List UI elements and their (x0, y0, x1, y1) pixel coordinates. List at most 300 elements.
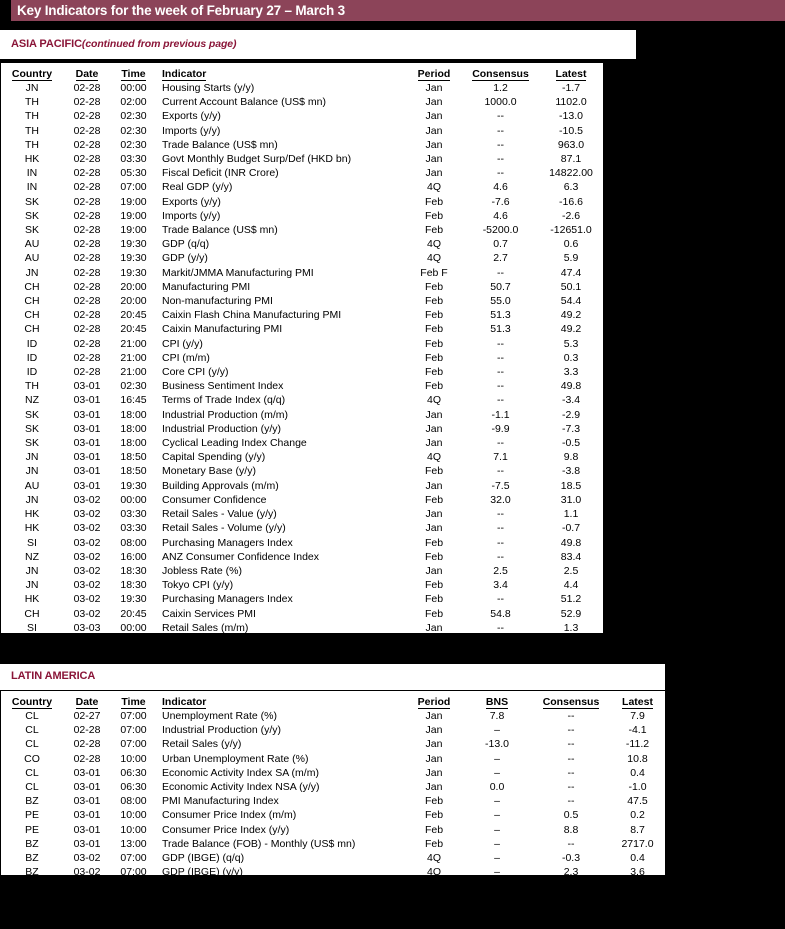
cell-country: AU (24, 238, 40, 251)
cell-country: SI (27, 635, 37, 648)
table-row (1, 251, 603, 265)
cell-date: 02-28 (73, 96, 101, 109)
cell-latest: -10.5 (559, 124, 583, 137)
cell-country: JN (25, 564, 39, 577)
cell-indicator: Industrial Production (y/y) (162, 422, 282, 435)
table-row (1, 81, 603, 95)
cell-bns: – (494, 795, 500, 808)
cell-time: 19:30 (120, 479, 147, 492)
cell-time: 10:00 (120, 752, 147, 765)
cell-period: 4Q (426, 238, 441, 251)
table-row (1, 237, 603, 251)
cell-latest: 47.4 (560, 266, 582, 279)
cell-latest: -2.9 (561, 408, 581, 421)
cell-indicator: Consumer Confidence (162, 493, 267, 506)
cell-indicator: Retail Sales - Value (y/y) (162, 508, 277, 521)
cell-indicator: Core CPI (y/y) (162, 366, 229, 379)
cell-time: 19:30 (120, 593, 147, 606)
cell-bns: 7.8 (489, 710, 505, 722)
cell-consensus: 3.4 (493, 579, 508, 592)
cell-time: 20:00 (120, 280, 147, 293)
column-header-indicator: Indicator (162, 696, 207, 708)
cell-period: Feb (424, 795, 444, 808)
cell-date: 03-02 (73, 522, 101, 535)
table-row (1, 808, 665, 822)
cell-time: 06:30 (120, 781, 147, 794)
cell-date: 02-28 (73, 167, 101, 180)
table-row (1, 635, 603, 649)
cell-consensus: 2.7 (493, 252, 508, 265)
cell-country: NZ (25, 394, 39, 407)
cell-country: TH (25, 110, 39, 123)
cell-indicator: Capital Spending (y/y) (162, 451, 266, 464)
cell-consensus: -- (497, 366, 504, 379)
cell-time: 21:00 (120, 351, 147, 364)
table-row (1, 95, 603, 109)
cell-indicator: Retail Sales (y/y) (162, 738, 242, 751)
cell-period: Feb (424, 195, 444, 208)
table-row (1, 351, 603, 365)
cell-indicator: Caixin Manufacturing PMI (162, 323, 283, 336)
cell-consensus: -- (497, 536, 504, 549)
cell-date: 03-01 (73, 451, 101, 464)
table-row (1, 823, 665, 837)
cell-consensus: -- (497, 351, 504, 364)
cell-date: 02-28 (73, 224, 101, 237)
table-body-asia-pacific (1, 81, 603, 649)
table-row (1, 521, 603, 535)
cell-latest: 49.2 (560, 309, 582, 322)
cell-indicator: Current Account Balance (US$ mn) (162, 96, 326, 109)
cell-period: Feb (424, 309, 444, 322)
cell-date: 03-01 (73, 809, 101, 822)
cell-latest: 47.5 (627, 795, 648, 808)
cell-consensus: 32.0 (490, 493, 511, 506)
cell-consensus: -- (497, 508, 504, 521)
table-row (1, 308, 603, 322)
cell-consensus: -- (497, 635, 504, 648)
cell-date: 03-01 (73, 795, 101, 808)
column-header-consensus: Consensus (542, 696, 600, 708)
column-header-period: Period (417, 696, 451, 708)
section-banner-latin-america (0, 664, 665, 690)
cell-latest: 52.9 (560, 607, 582, 620)
table-row (1, 322, 603, 336)
table-row (1, 479, 603, 493)
cell-latest: 49.8 (560, 536, 582, 549)
cell-country: TH (25, 124, 39, 137)
cell-time: 07:00 (120, 852, 147, 865)
table-body-latin-america (1, 709, 665, 879)
cell-latest: -1.0 (628, 781, 647, 794)
cell-period: Jan (425, 153, 443, 166)
cell-latest: -0.5 (561, 437, 581, 450)
cell-indicator: Caixin Services PMI (162, 607, 256, 620)
cell-date: 03-02 (73, 579, 101, 592)
cell-date: 03-01 (73, 437, 101, 450)
cell-date: 02-28 (73, 181, 101, 194)
cell-latest: 83.4 (560, 550, 582, 563)
cell-date: 03-02 (73, 593, 101, 606)
cell-indicator: Unemployment Rate (%) (162, 710, 277, 722)
cell-period: Jan (425, 124, 443, 137)
cell-country: SI (27, 621, 37, 634)
table-row (1, 209, 603, 223)
cell-date: 03-02 (73, 866, 101, 879)
cell-time: 19:30 (120, 238, 147, 251)
cell-time: 07:00 (120, 866, 147, 879)
cell-country: JN (25, 266, 39, 279)
cell-period: Jan (425, 508, 443, 521)
cell-latest: 0.6 (563, 238, 579, 251)
cell-bns: – (494, 852, 500, 865)
cell-date: 02-28 (73, 309, 101, 322)
cell-country: IN (26, 181, 38, 194)
cell-period: Feb (424, 809, 444, 822)
cell-period: Jan (425, 479, 443, 492)
table-row (1, 280, 603, 294)
cell-country: JN (25, 82, 39, 94)
cell-indicator: Purchasing Managers Index (162, 536, 293, 549)
cell-date: 03-01 (73, 465, 101, 478)
cell-latest: 31.0 (560, 493, 582, 506)
table-row (1, 550, 603, 564)
cell-date: 03-01 (73, 408, 101, 421)
cell-latest: 2.5 (563, 564, 579, 577)
cell-latest: -3.8 (561, 465, 581, 478)
cell-latest: 49.2 (560, 323, 582, 336)
table-row (1, 124, 603, 138)
cell-period: Feb (424, 323, 444, 336)
cell-period: Feb (424, 550, 444, 563)
cell-country: SK (24, 408, 39, 421)
cell-latest: -3.4 (561, 394, 581, 407)
cell-consensus: 1000.0 (484, 96, 517, 109)
cell-date: 03-03 (73, 635, 101, 648)
cell-country: CL (25, 724, 39, 737)
cell-country: SK (24, 224, 39, 237)
cell-time: 02:30 (120, 124, 147, 137)
cell-country: JN (25, 493, 39, 506)
section-heading-asia-pacific (11, 38, 236, 50)
cell-date: 02-28 (73, 351, 101, 364)
cell-date: 02-28 (73, 153, 101, 166)
cell-date: 02-28 (73, 209, 101, 222)
cell-consensus: -- (567, 795, 575, 808)
cell-country: BZ (25, 795, 39, 808)
cell-consensus: -7.6 (491, 195, 510, 208)
cell-bns: – (494, 823, 500, 836)
table-row (1, 266, 603, 280)
cell-latest: 0.2 (630, 809, 645, 822)
cell-period: Jan (425, 522, 443, 535)
cell-date: 03-02 (73, 852, 101, 865)
cell-date: 02-28 (73, 124, 101, 137)
cell-consensus: 7.1 (493, 451, 508, 464)
title-bar-left-edge (0, 0, 11, 21)
table-row (1, 138, 603, 152)
cell-country: AU (24, 252, 40, 265)
cell-latest: 49.8 (560, 380, 582, 393)
cell-date: 02-28 (73, 337, 101, 350)
section-heading-note: (continued from previous page) (81, 38, 237, 50)
cell-country: IN (26, 167, 38, 180)
cell-country: CH (24, 309, 40, 322)
table-row (1, 536, 603, 550)
cell-indicator: Industrial Production (m/m) (162, 408, 289, 421)
cell-indicator: Jobless Rate (%) (162, 564, 242, 577)
cell-indicator: Terms of Trade Index (q/q) (162, 394, 286, 407)
cell-date: 03-02 (73, 493, 101, 506)
table-row (1, 564, 603, 578)
cell-consensus: -- (497, 437, 504, 450)
cell-consensus: 50.7 (490, 280, 511, 293)
cell-indicator: Exports (y/y) (162, 195, 221, 208)
column-header-country: Country (11, 68, 53, 80)
table-row (1, 621, 603, 635)
cell-latest: 14822.00 (549, 167, 593, 180)
cell-time: 16:45 (120, 394, 147, 407)
indicator-table-latin-america (1, 694, 665, 879)
cell-period: Jan (425, 437, 443, 450)
cell-country: ID (26, 366, 38, 379)
cell-date: 03-02 (73, 536, 101, 549)
cell-indicator: Retail Sales (y/y) (162, 635, 242, 648)
table-row (1, 422, 603, 436)
cell-indicator: GDP (IBGE) (q/q) (162, 852, 245, 865)
table-row (1, 436, 603, 450)
cell-time: 18:30 (120, 564, 147, 577)
cell-consensus: -- (497, 465, 504, 478)
page-title-bar (0, 0, 785, 21)
cell-consensus: -- (497, 138, 504, 151)
cell-indicator: Monetary Base (y/y) (162, 465, 256, 478)
cell-period: Jan (425, 422, 443, 435)
cell-period: Jan (425, 564, 443, 577)
cell-latest: 5.9 (563, 252, 579, 265)
cell-country: ID (26, 337, 38, 350)
cell-consensus: -- (497, 110, 504, 123)
column-header-period: Period (417, 68, 451, 80)
cell-country: BZ (25, 837, 39, 850)
cell-time: 21:00 (120, 366, 147, 379)
cell-indicator: Industrial Production (y/y) (162, 724, 282, 737)
cell-latest: 10.8 (627, 752, 648, 765)
table-row (1, 152, 603, 166)
table-row (1, 393, 603, 407)
indicator-table-panel-asia-pacific (0, 62, 604, 648)
cell-country: NZ (25, 550, 39, 563)
cell-time: 19:30 (120, 252, 147, 265)
cell-indicator: Non-manufacturing PMI (162, 295, 273, 308)
cell-indicator: Imports (y/y) (162, 124, 221, 137)
table-row (1, 195, 603, 209)
cell-latest: 0.4 (630, 852, 645, 865)
cell-date: 02-28 (73, 82, 101, 94)
cell-period: 4Q (426, 451, 441, 464)
cell-latest: -4.1 (628, 724, 647, 737)
cell-period: Jan (425, 138, 443, 151)
cell-latest: 50.1 (560, 280, 582, 293)
cell-period: Jan (425, 781, 443, 794)
table-row (1, 166, 603, 180)
cell-country: PE (24, 823, 39, 836)
cell-latest: 2717.0 (621, 837, 654, 850)
cell-latest: -2.6 (561, 209, 581, 222)
cell-bns: -13.0 (485, 738, 509, 751)
cell-country: SK (24, 437, 39, 450)
column-header-time: Time (121, 696, 146, 708)
cell-period: 4Q (426, 252, 441, 265)
cell-date: 02-28 (73, 195, 101, 208)
cell-time: 18:00 (120, 437, 147, 450)
cell-latest: 6.3 (563, 181, 579, 194)
column-header-indicator: Indicator (162, 68, 207, 80)
table-row (1, 223, 603, 237)
table-row (1, 794, 665, 808)
cell-indicator: Business Sentiment Index (162, 380, 284, 393)
cell-consensus: -- (497, 550, 504, 563)
cell-latest: 7.4 (563, 635, 579, 648)
cell-latest: 1102.0 (555, 96, 587, 109)
cell-latest: 3.6 (630, 866, 645, 879)
cell-time: 21:00 (120, 337, 147, 350)
column-header-time: Time (121, 68, 146, 80)
cell-date: 03-01 (73, 823, 101, 836)
cell-period: Jan (425, 82, 443, 94)
cell-time: 03:30 (120, 508, 147, 521)
cell-consensus: 0.5 (563, 809, 579, 822)
cell-consensus: 4.6 (493, 181, 508, 194)
cell-latest: -7.3 (561, 422, 581, 435)
cell-time: 19:30 (120, 266, 147, 279)
cell-indicator: GDP (y/y) (162, 252, 208, 265)
cell-indicator: CPI (m/m) (162, 351, 210, 364)
cell-consensus: -- (497, 167, 504, 180)
cell-date: 03-01 (73, 837, 101, 850)
cell-consensus: -- (567, 837, 575, 850)
column-header-consensus: Consensus (472, 68, 529, 80)
cell-consensus: 51.3 (490, 309, 511, 322)
cell-time: 18:30 (120, 579, 147, 592)
cell-period: Feb (424, 366, 444, 379)
cell-country: JN (25, 451, 39, 464)
table-row (1, 709, 665, 723)
cell-country: PE (24, 809, 39, 822)
cell-latest: 9.8 (563, 451, 579, 464)
cell-time: 02:30 (120, 110, 147, 123)
cell-period: 4Q (426, 181, 441, 194)
cell-time: 20:45 (120, 323, 147, 336)
cell-indicator: Real GDP (y/y) (162, 181, 233, 194)
cell-time: 18:50 (120, 451, 147, 464)
cell-latest: 54.4 (560, 295, 582, 308)
cell-time: 02:30 (120, 138, 147, 151)
cell-consensus: -5200.0 (482, 224, 519, 237)
cell-country: JN (25, 579, 39, 592)
cell-consensus: -- (497, 380, 504, 393)
cell-indicator: Urban Unemployment Rate (%) (162, 752, 309, 765)
cell-period: Feb (424, 823, 444, 836)
table-row (1, 493, 603, 507)
cell-consensus: -- (567, 710, 575, 722)
cell-indicator: Tokyo CPI (y/y) (162, 579, 234, 592)
cell-consensus: -- (497, 153, 504, 166)
column-header-bns: BNS (485, 696, 509, 708)
cell-indicator: Fiscal Deficit (INR Crore) (162, 167, 279, 180)
cell-date: 02-28 (73, 110, 101, 123)
cell-indicator: Trade Balance (FOB) - Monthly (US$ mn) (162, 837, 356, 850)
cell-date: 03-01 (73, 380, 101, 393)
cell-period: Feb (424, 607, 444, 620)
cell-country: JN (25, 465, 39, 478)
cell-consensus: 1.2 (493, 82, 508, 94)
cell-time: 06:30 (120, 766, 147, 779)
cell-country: HK (24, 508, 40, 521)
cell-indicator: Retail Sales (m/m) (162, 621, 249, 634)
column-header-latest: Latest (555, 68, 587, 80)
cell-period: Feb (424, 536, 444, 549)
table-row (1, 365, 603, 379)
cell-time: 07:00 (120, 710, 147, 722)
cell-period: Jan (425, 710, 443, 722)
table-row (1, 780, 665, 794)
cell-country: BZ (25, 852, 39, 865)
cell-country: HK (24, 593, 40, 606)
cell-indicator: Markit/JMMA Manufacturing PMI (162, 266, 314, 279)
cell-date: 03-01 (73, 394, 101, 407)
cell-latest: 5.3 (563, 337, 579, 350)
column-header-date: Date (75, 68, 99, 80)
cell-date: 03-02 (73, 550, 101, 563)
cell-latest: 51.2 (560, 593, 582, 606)
cell-period: Feb (424, 579, 444, 592)
cell-date: 02-28 (73, 252, 101, 265)
cell-time: 18:00 (120, 422, 147, 435)
cell-consensus: -- (497, 522, 504, 535)
cell-time: 00:00 (120, 621, 147, 634)
cell-consensus: 8.8 (563, 823, 579, 836)
cell-country: CO (24, 752, 40, 765)
cell-period: Feb (424, 224, 444, 237)
cell-indicator: Imports (y/y) (162, 209, 221, 222)
table-header-row (1, 694, 665, 709)
cell-indicator: Building Approvals (m/m) (162, 479, 279, 492)
cell-country: BZ (25, 866, 39, 879)
table-row (1, 180, 603, 194)
cell-consensus: 55.0 (490, 295, 511, 308)
cell-indicator: Consumer Price Index (m/m) (162, 809, 297, 822)
cell-latest: 0.4 (630, 766, 645, 779)
cell-latest: 1.3 (563, 621, 579, 634)
cell-country: CH (24, 295, 40, 308)
cell-time: 13:00 (120, 837, 147, 850)
cell-indicator: GDP (q/q) (162, 238, 210, 251)
cell-date: 03-01 (73, 766, 101, 779)
cell-time: 19:00 (120, 224, 147, 237)
cell-country: AU (24, 479, 40, 492)
cell-date: 02-28 (73, 738, 101, 751)
table-row (1, 865, 665, 879)
cell-time: 03:30 (120, 522, 147, 535)
table-row (1, 337, 603, 351)
cell-time: 08:00 (120, 795, 147, 808)
cell-period: Jan (425, 621, 443, 634)
cell-consensus: 4.6 (493, 209, 508, 222)
cell-latest: 3.3 (563, 366, 579, 379)
cell-period: Jan (425, 766, 443, 779)
column-header-country: Country (11, 696, 53, 708)
